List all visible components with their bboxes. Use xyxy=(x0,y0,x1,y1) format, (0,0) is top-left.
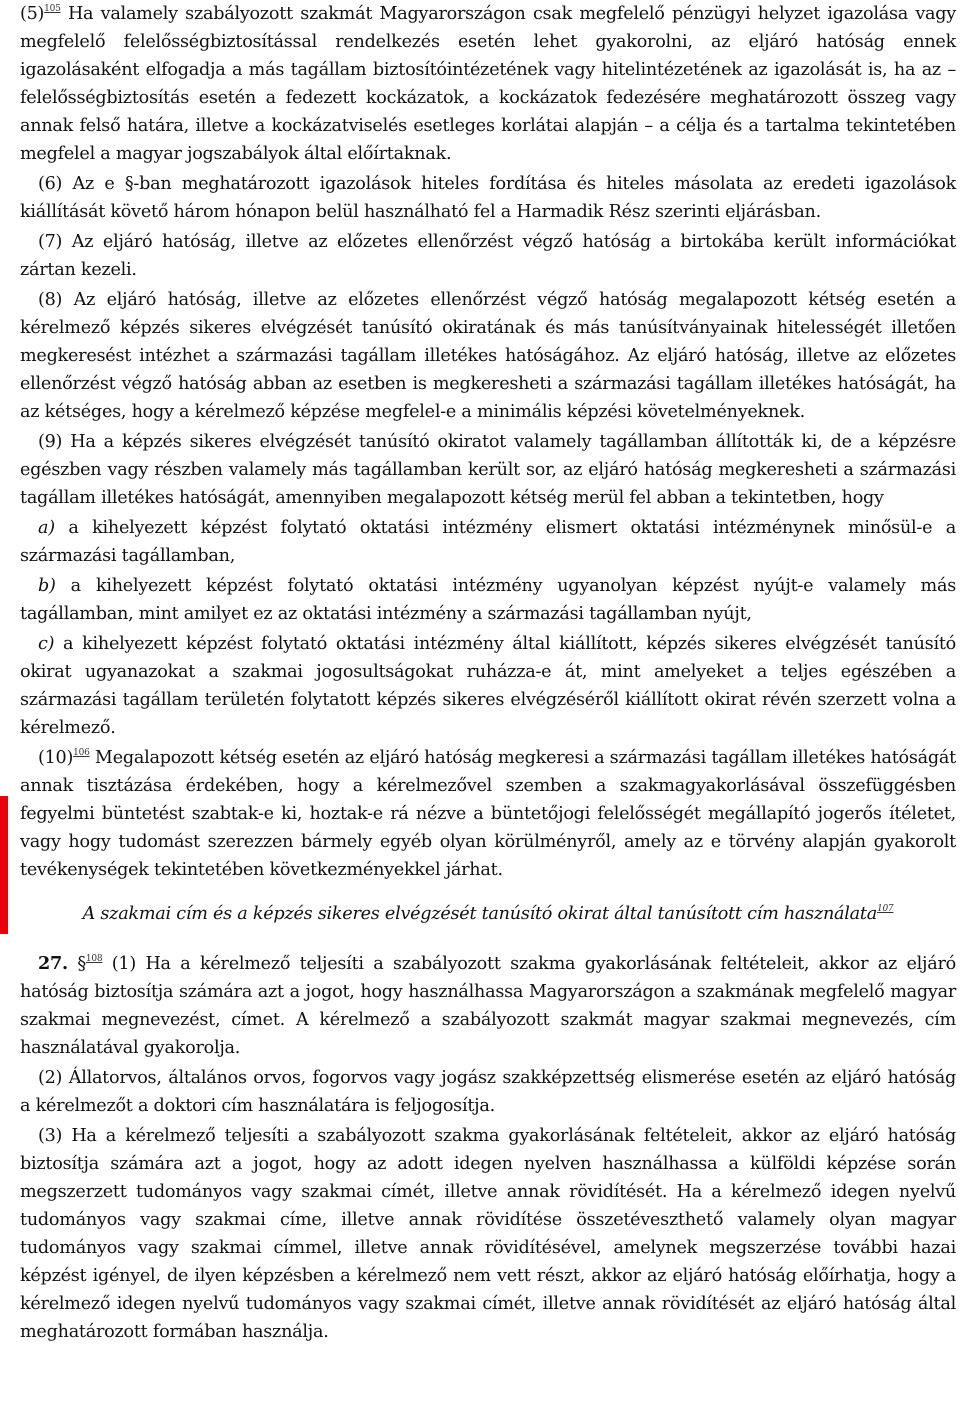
heading-text: A szakmai cím és a képzés sikeres elvégzését tanúsító okirat által tanúsított cím használata xyxy=(82,904,877,924)
footnote-link[interactable]: 106 xyxy=(73,748,90,758)
footnote-link[interactable]: 105 xyxy=(44,4,61,14)
document-page xyxy=(20,0,956,1346)
paragraph-text: (1) Ha a kérelmező teljesíti a szabályozott szakma gyakorlásának feltételeit, akkor az eljáró hatóság biztosítja számára azt a jogot, hogy használhassa Magyarországon a szakmának megfelelő magyar szakmai megnevezést, címet. A kérelmező a szabályozott szakmát magyar szakmai megnevezés, cím használatával gyakorolja. xyxy=(20,954,957,1058)
point-text: a kihelyezett képzést folytató oktatási intézmény elismert oktatási intézménynek minősül-e a származási tagállamban, xyxy=(20,518,956,566)
section-27-paragraph-3: (3) Ha a kérelmező teljesíti a szabályozott szakma gyakorlásának feltételeit, akkor az eljáró hatóság biztosítja számára azt a jogot, hogy az adott idegen nyelven használhassa a külföldi képzése során megszerzett tudományos vagy szakmai címét, illetve annak rövidítését. Ha a kérelmező idegen nyelvű tudományos vagy szakmai címe, illetve annak rövidítése összetéveszthető valamely olyan magyar tudományos vagy szakmai címmel, illetve annak rövidítésével, amelynek megszerzése további hazai képzést igényel, de ilyen képzésben a kérelmező nem vett részt, akkor az eljáró hatóság előírhatja, hogy a kérelmező idegen nyelvű tudományos vagy szakmai címét, illetve annak rövidítését az eljáró hatóság által meghatározott formában használja. xyxy=(20,1126,956,1342)
paragraph-7: (7) Az eljáró hatóság, illetve az előzetes ellenőrzést végző hatóság a birtokába került információkat zártan kezeli. xyxy=(20,232,956,280)
point-label: c) xyxy=(38,634,55,654)
paragraph-text: Ha valamely szabályozott szakmát Magyarországon csak megfelelő pénzügyi helyzet igazolása vagy megfelelő felelősségbiztosítással rendelkezés esetén lehet gyakorolni, az eljáró hatóság ennek igazolásaként elfogadja a más tagállam biztosítóintézetének vagy hitelintézetének az igazolását is, ha az – felelősségbiztosítás esetén a fedezett kockázatok, a kockázatok fedezésére meghatározott összeg vagy annak felső határa, illetve a kockázatviselés esetleges korlátai alapján – a célja és a tartalma tekintetében megfelel a magyar jogszabályok által előírtaknak. xyxy=(20,4,956,164)
paragraph-number: (5) xyxy=(20,4,45,24)
footnote-link[interactable]: 107 xyxy=(876,904,894,914)
paragraph-5 xyxy=(20,0,956,168)
footnote-link[interactable]: 108 xyxy=(85,954,103,964)
paragraph-10 xyxy=(20,744,956,884)
section-heading xyxy=(20,900,956,928)
paragraph-8: (8) Az eljáró hatóság, illetve az előzetes ellenőrzést végző hatóság megalapozott kétség esetén a kérelmező képzés sikeres elvégzését tanúsító okiratának és más tanúsítványainak hitelességét illetően megkeresést intézhet a származási tagállam illetékes hatóságához. Az eljáró hatóság, illetve az előzetes ellenőrzést végző hatóság abban az esetben is megkeresheti a származási tagállam illetékes hatóságát, ha az kétséges, hogy a kérelmező képzése megfelel-e a minimális képzési követelményeknek. xyxy=(20,290,956,422)
point-label: b) xyxy=(38,576,56,596)
point-a xyxy=(20,514,956,570)
amendment-marker xyxy=(0,796,8,934)
section-27-paragraph-2: (2) Állatorvos, általános orvos, fogorvos vagy jogász szakképzettség elismerése esetén az eljáró hatóság a kérelmezőt a doktori cím használatára is feljogosítja. xyxy=(20,1068,956,1116)
paragraph-text: Megalapozott kétség esetén az eljáró hatóság megkeresi a származási tagállam illetékes hatóságát annak tisztázása érdekében, hogy a kérelmezővel szemben a szakmagyakorlásával összefüggésben fegyelmi büntetést szabtak-e ki, hoztak-e rá nézve a büntetőjogi felelősségét megállapító jogerős ítéletet, vagy hogy tudomást szerezzen bármely egyéb olyan körülményről, amely az e törvény alapján gyakorolt tevékenységek tekintetében következményekkel járhat. xyxy=(20,748,956,880)
section-sign: § xyxy=(77,954,86,974)
point-label: a) xyxy=(38,518,55,538)
paragraph-6: (6) Az e §-ban meghatározott igazolások hiteles fordítása és hiteles másolata az eredeti igazolások kiállítását követő három hónapon belül használható fel a Harmadik Rész szerinti eljárásban. xyxy=(20,174,956,222)
point-c xyxy=(20,630,956,742)
point-text: a kihelyezett képzést folytató oktatási intézmény ugyanolyan képzést nyújt-e valamely más tagállamban, mint amilyet ez az oktatási intézmény a származási tagállamban nyújt, xyxy=(20,576,956,624)
paragraph-9: (9) Ha a képzés sikeres elvégzését tanúsító okiratot valamely tagállamban állították ki, de a képzésre egészben vagy részben valamely más tagállamban került sor, az eljáró hatóság megkeresheti a származási tagállam illetékes hatóságát, amennyiben megalapozott kétség merül fel abban a tekintetben, hogy xyxy=(20,432,956,508)
paragraph-number: (10) xyxy=(38,748,74,768)
point-b xyxy=(20,572,956,628)
section-number: 27. xyxy=(38,953,68,974)
point-text: a kihelyezett képzést folytató oktatási intézmény által kiállított, képzés sikeres elvégzését tanúsító okirat ugyanazokat a szakmai jogosultságokat ruházza-e át, mint amelyeket a teljes egészében a származási tagállam területén folytatott képzés sikeres elvégzéséről kiállított okirat révén szerzett volna a kérelmező. xyxy=(20,634,956,738)
section-27-paragraph-1 xyxy=(20,950,956,1062)
